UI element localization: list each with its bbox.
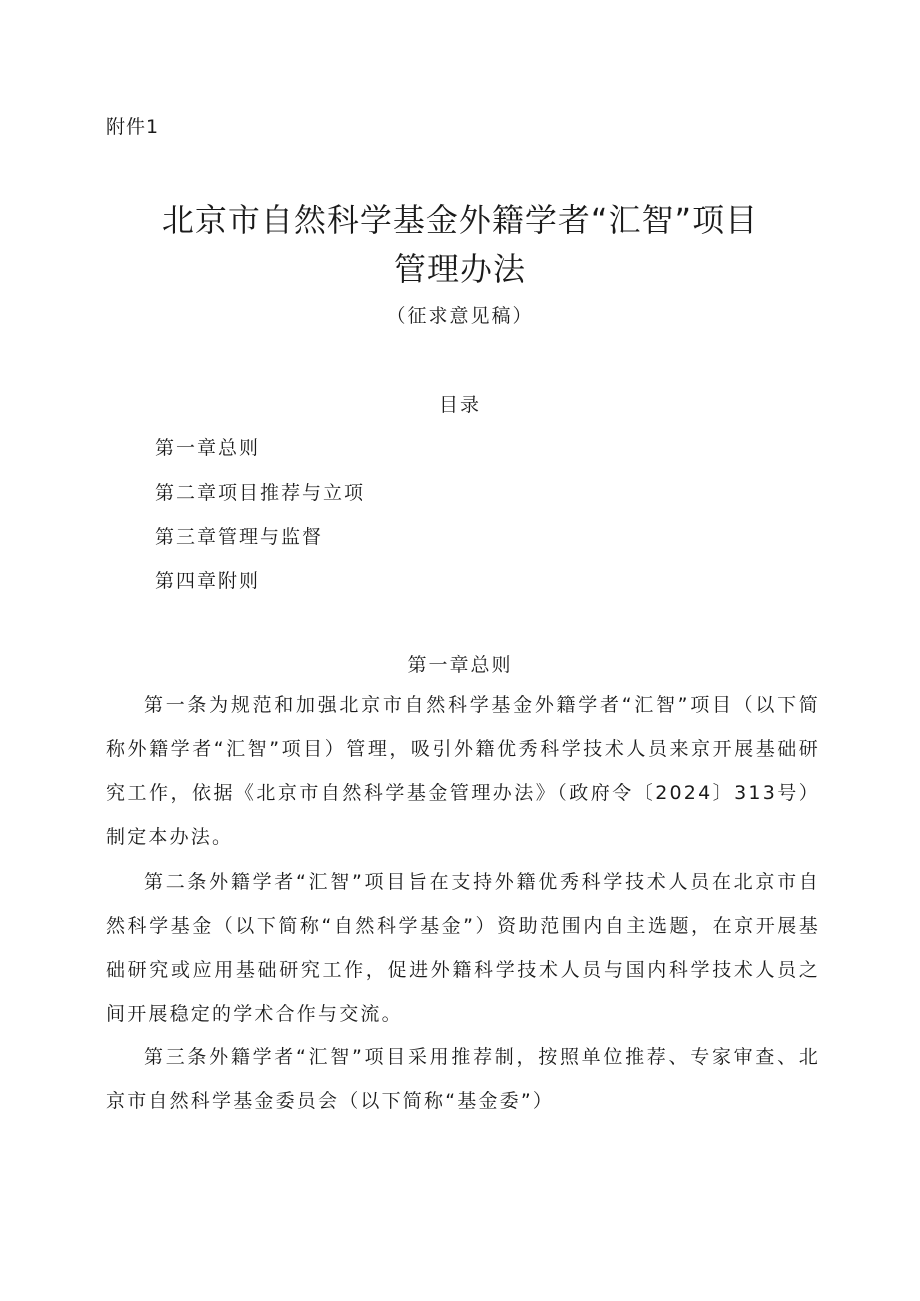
chapter-1-heading: 第一章总则 [407, 654, 513, 676]
toc-item-chapter-3: 第三章管理与监督 [155, 526, 324, 548]
article-1-paragraph: 第一条为规范和加强北京市自然科学基金外籍学者“汇智”项目（以下简称外籍学者“汇智”项目）管理，吸引外籍优秀科学技术人员来京开展基础研究工作，依据《北京市自然科学基金管理办法》（政府令〔2024〕313号）制定本办法。 [106, 694, 820, 848]
toc-title: 目录 [438, 394, 481, 416]
attachment-label: 附件1 [106, 116, 160, 138]
document-title-line-2: 管理办法 [393, 250, 526, 288]
article-3-paragraph: 第三条外籍学者“汇智”项目采用推荐制，按照单位推荐、专家审查、北京市自然科学基金委员会（以下简称“基金委”） [106, 1046, 820, 1112]
toc-item-chapter-1: 第一章总则 [155, 437, 261, 459]
toc-item-chapter-4: 第四章附则 [155, 570, 261, 592]
document-title-line-1: 北京市自然科学基金外籍学者“汇智”项目 [161, 201, 759, 239]
article-2-paragraph: 第二条外籍学者“汇智”项目旨在支持外籍优秀科学技术人员在北京市自然科学基金（以下简称“自然科学基金”）资助范围内自主选题，在京开展基础研究或应用基础研究工作，促进外籍科学技术人员与国内科学技术人员之间开展稳定的学术合作与交流。 [106, 871, 820, 1025]
toc-item-chapter-2: 第二章项目推荐与立项 [155, 482, 366, 504]
document-subtitle: （征求意见稿） [386, 305, 534, 327]
